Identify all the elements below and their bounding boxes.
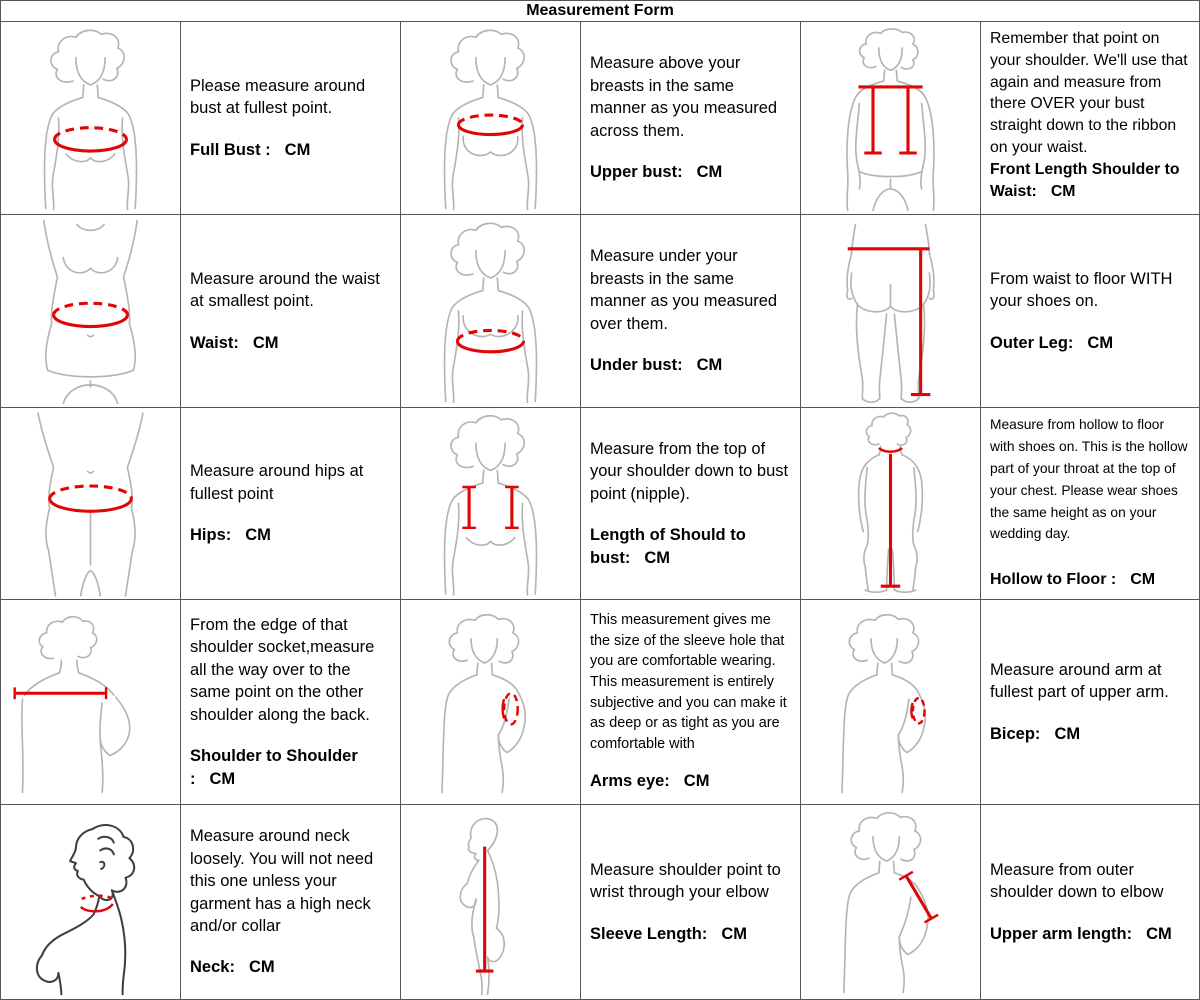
upper-bust-figure-cell (401, 22, 581, 215)
hips-desc: Measure around hips at fullest point (190, 462, 364, 503)
hips-label-text: Hips: (190, 526, 232, 545)
hips-cell (181, 408, 401, 600)
upper-bust-label (590, 161, 791, 183)
waist-figure (3, 217, 178, 405)
upper-bust-desc: Measure above your breasts in the same manner as you measured across them. (590, 54, 778, 140)
upper-bust-label-text: Upper bust: (590, 163, 683, 182)
upper-arm-length-cell (981, 805, 1200, 1000)
waist-unit: CM (252, 333, 279, 352)
shoulder-to-bust-label-text: Length of Should to bust: (590, 526, 746, 567)
shoulder-to-bust-desc: Measure from the top of your shoulder down to bust point (nipple). (590, 439, 789, 503)
full-bust-label-text: Full Bust : (190, 140, 271, 159)
neck-label-text: Neck: (190, 958, 235, 977)
sleeve-length-desc: Measure shoulder point to wrist through your elbow (590, 860, 781, 902)
outer-leg-desc: From waist to floor WITH your shoes on. (990, 269, 1173, 311)
hollow-to-floor-desc: Measure from hollow to floor with shoes on. This is the hollow part of your throat at the top of your chest. Please wear shoes the same height as on your wedding day. (990, 417, 1188, 542)
bicep-cell (981, 600, 1200, 805)
under-bust-figure (403, 217, 578, 405)
front-length-figure-cell (801, 22, 981, 215)
shoulder-to-shoulder-label-text: Shoulder to Shoulder : (190, 747, 358, 788)
waist-cell (181, 215, 401, 408)
shoulder-to-bust-figure-cell (401, 408, 581, 600)
sleeve-length-figure (403, 807, 578, 997)
shoulder-to-bust-unit: CM (644, 548, 670, 567)
bicep-label-text: Bicep: (990, 724, 1041, 743)
arms-eye-label (590, 770, 791, 794)
neck-figure-cell (1, 805, 181, 1000)
waist-label (190, 332, 391, 354)
full-bust-desc: Please measure around bust at fullest point. (190, 76, 366, 118)
bicep-figure (803, 602, 978, 802)
bicep-unit: CM (1054, 724, 1081, 743)
hollow-to-floor-figure-cell (801, 408, 981, 600)
front-length-figure (803, 24, 978, 212)
sleeve-length-figure-cell (401, 805, 581, 1000)
full-bust-cell (181, 22, 401, 215)
under-bust-desc: Measure under your breasts in the same manner as you measured over them. (590, 247, 778, 333)
upper-arm-length-label (990, 923, 1190, 945)
hips-figure (3, 410, 178, 597)
upper-arm-length-figure (803, 807, 978, 997)
front-length-cell (981, 22, 1200, 215)
hollow-to-floor-label-text: Hollow to Floor : (990, 571, 1117, 589)
hips-figure-cell (1, 408, 181, 600)
arms-eye-desc: This measurement gives me the size of the sleeve hole that you are comfortable wearing. This measurement is entirely subjective and you can make it as deep or as tight as you are comfortable with (590, 612, 787, 752)
front-length-unit: CM (1050, 182, 1076, 200)
upper-arm-length-label-text: Upper arm length: (990, 924, 1133, 943)
shoulder-to-shoulder-figure-cell (1, 600, 181, 805)
hollow-to-floor-label (990, 567, 1190, 592)
arms-eye-cell (581, 600, 801, 805)
upper-bust-cell (581, 22, 801, 215)
outer-leg-cell (981, 215, 1200, 408)
shoulder-to-shoulder-figure (3, 602, 178, 802)
upper-bust-figure (403, 24, 578, 212)
neck-unit: CM (248, 958, 275, 977)
outer-leg-label (990, 332, 1190, 354)
under-bust-cell (581, 215, 801, 408)
form-title: Measurement Form (1, 1, 1200, 22)
shoulder-to-shoulder-cell (181, 600, 401, 805)
shoulder-to-shoulder-label (190, 745, 391, 790)
waist-figure-cell (1, 215, 181, 408)
arms-eye-unit: CM (683, 772, 710, 791)
shoulder-to-bust-figure (403, 410, 578, 597)
front-length-label-text: Front Length Shoulder to Waist: (990, 160, 1180, 200)
under-bust-label (590, 354, 791, 376)
upper-arm-length-desc: Measure from outer shoulder down to elbow (990, 860, 1164, 902)
sleeve-length-unit: CM (721, 924, 748, 943)
bicep-figure-cell (801, 600, 981, 805)
hollow-to-floor-unit: CM (1130, 571, 1156, 589)
outer-leg-label-text: Outer Leg: (990, 333, 1074, 352)
front-length-desc: Remember that point on your shoulder. We'll use that again and measure from there OVER your bust straight down to the ribbon on your waist. (990, 30, 1188, 156)
hollow-to-floor-cell (981, 408, 1200, 600)
upper-arm-length-unit: CM (1146, 924, 1172, 943)
full-bust-figure (3, 24, 178, 212)
neck-figure (3, 807, 178, 997)
neck-cell (181, 805, 401, 1000)
full-bust-unit: CM (284, 140, 311, 159)
shoulder-to-bust-cell (581, 408, 801, 600)
hips-unit: CM (245, 526, 271, 545)
outer-leg-unit: CM (1087, 333, 1114, 352)
shoulder-to-bust-label (590, 524, 791, 569)
sleeve-length-cell (581, 805, 801, 1000)
upper-arm-length-figure-cell (801, 805, 981, 1000)
under-bust-unit: CM (696, 356, 723, 375)
under-bust-label-text: Under bust: (590, 356, 683, 375)
full-bust-label (190, 139, 391, 161)
neck-desc: Measure around neck loosely. You will not need this one unless your garment has a high neck and/or collar (190, 827, 374, 935)
front-length-label (990, 159, 1190, 203)
hips-label (190, 524, 391, 546)
neck-label (190, 956, 391, 978)
sleeve-length-label-text: Sleeve Length: (590, 924, 708, 943)
shoulder-to-shoulder-unit: CM (209, 769, 236, 788)
hollow-to-floor-figure (803, 410, 978, 597)
outer-leg-figure (803, 217, 978, 405)
upper-bust-unit: CM (696, 163, 723, 182)
sleeve-length-label (590, 923, 791, 945)
bicep-desc: Measure around arm at fullest part of upper arm. (990, 660, 1169, 702)
arms-eye-figure-cell (401, 600, 581, 805)
waist-desc: Measure around the waist at smallest point. (190, 269, 380, 311)
arms-eye-label-text: Arms eye: (590, 772, 670, 791)
shoulder-to-shoulder-desc: From the edge of that shoulder socket,measure all the way over to the same point on the other shoulder along the back. (190, 615, 375, 724)
full-bust-figure-cell (1, 22, 181, 215)
waist-label-text: Waist: (190, 333, 239, 352)
outer-leg-figure-cell (801, 215, 981, 408)
under-bust-figure-cell (401, 215, 581, 408)
bicep-label (990, 723, 1190, 745)
arms-eye-figure (403, 602, 578, 802)
